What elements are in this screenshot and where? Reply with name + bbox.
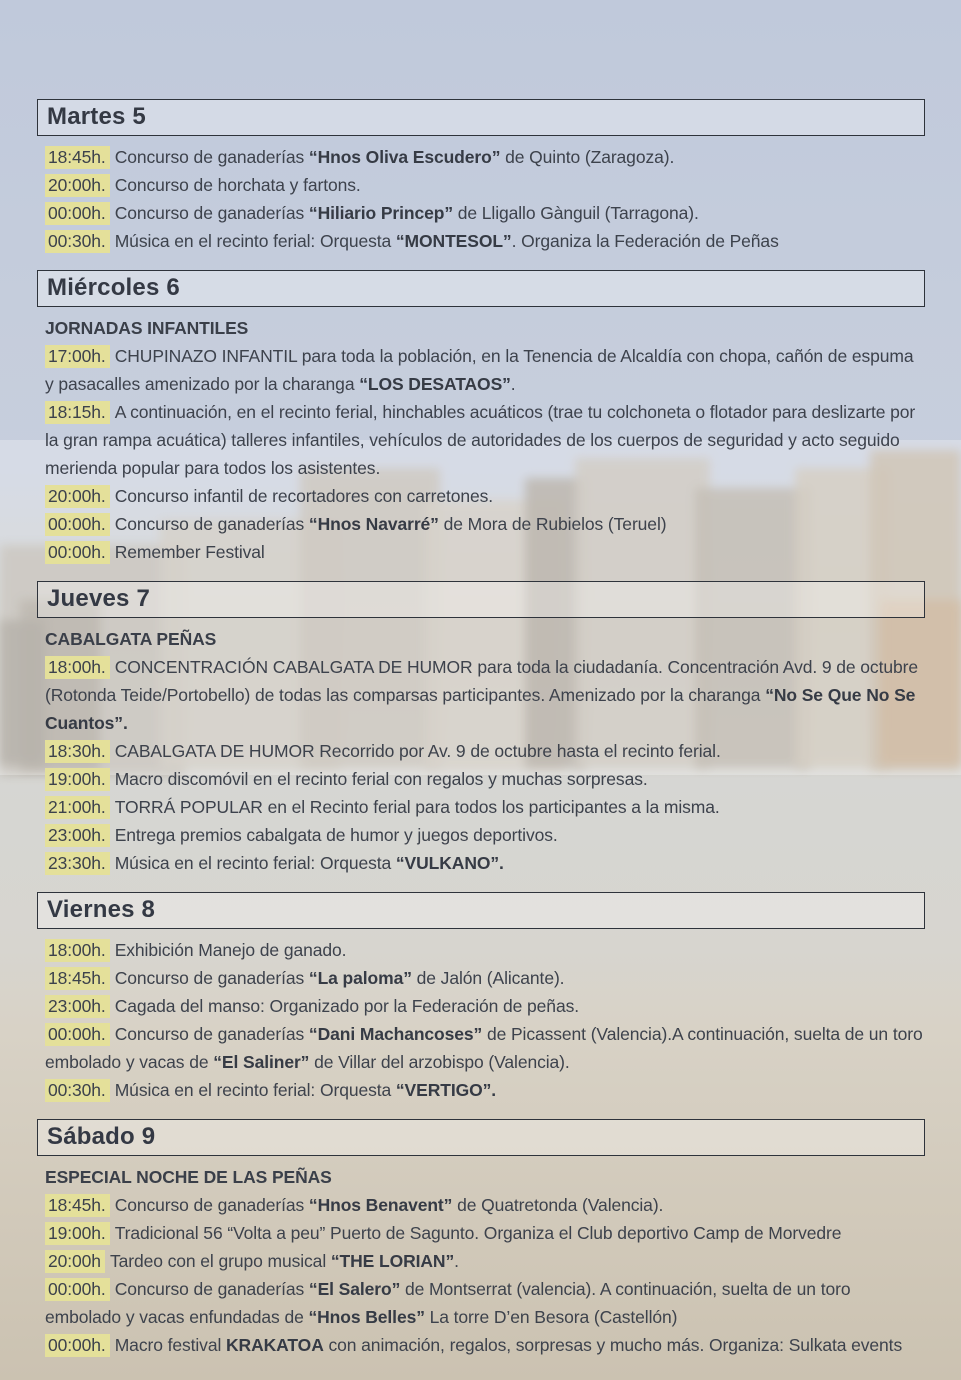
event-row [45, 653, 925, 737]
event-time-highlight: 21:00h. [45, 796, 110, 819]
day-title: Miércoles 6 [47, 274, 180, 301]
event-row [45, 849, 925, 877]
event-time-highlight: 23:00h. [45, 995, 110, 1018]
event-text [115, 1223, 842, 1243]
event-text-run: de Mora de Rubielos (Teruel) [438, 514, 667, 534]
event-row [45, 143, 925, 171]
event-text-bold: “El Saliner” [213, 1052, 310, 1072]
event-text-run: con animación, regalos, sorpresas y mucho más. Organiza: Sulkata events [323, 1335, 903, 1355]
section-subtitle: ESPECIAL NOCHE DE LAS PEÑAS [45, 1167, 332, 1187]
event-text-run: Concurso de ganaderías [114, 203, 309, 223]
event-time-highlight: 00:00h. [45, 513, 110, 536]
event-text [115, 1080, 496, 1100]
event-text [45, 1279, 850, 1327]
day-title: Jueves 7 [47, 585, 151, 612]
event-text-bold: “VERTIGO”. [395, 1080, 497, 1100]
event-time-highlight: 18:00h. [45, 939, 110, 962]
event-text-run: A continuación, en el recinto ferial, hinchables acuáticos (trae tu colchoneta o flotador para deslizarte por la gran rampa acuática) talleres infantiles, vehículos de autoridades de los cuerpos de seguridad y acto seguido merienda popular para todos los asistentes. [45, 402, 916, 478]
event-text [115, 769, 648, 789]
event-text-run: Remember Festival [114, 542, 265, 562]
event-time-highlight: 17:00h. [45, 345, 110, 368]
event-text-bold: KRAKATOA [226, 1335, 324, 1355]
event-row [45, 482, 925, 510]
event-list [45, 1191, 925, 1359]
event-row [45, 227, 925, 255]
event-text-run: La torre D’en Besora (Castellón) [424, 1307, 678, 1327]
event-text-run: Tradicional 56 “Volta a peu” Puerto de Sagunto. Organiza el Club deportivo Camp de Morvedre [114, 1223, 842, 1243]
event-text [45, 657, 918, 733]
event-row [45, 342, 925, 398]
event-text-bold: “Hnos Navarré” [308, 514, 439, 534]
event-text-run: CONCENTRACIÓN CABALGATA DE HUMOR para toda la ciudadanía. Concentración Avd. 9 de octubre (Rotonda Teide/Portobello) de todas las comparsas participantes. Amenizado por la charanga [45, 657, 918, 705]
event-text-run: Entrega premios cabalgata de humor y juegos deportivos. [114, 825, 558, 845]
event-text-bold: “Hiliario Princep” [308, 203, 453, 223]
day-section [45, 892, 925, 1104]
event-text-run: . Organiza la Federación de Peñas [511, 231, 779, 251]
event-text-bold: “La paloma” [308, 968, 412, 988]
event-text-run: Concurso de ganaderías [114, 1279, 309, 1299]
day-header [37, 581, 925, 618]
event-text-run: . [454, 1251, 459, 1271]
event-time-highlight: 20:00h. [45, 174, 110, 197]
event-text-run: Música en el recinto ferial: Orquesta [114, 853, 396, 873]
event-row [45, 936, 925, 964]
event-row [45, 398, 925, 482]
event-time-highlight: 20:00h [45, 1250, 105, 1273]
event-text [115, 1195, 664, 1215]
event-time-highlight: 00:00h. [45, 541, 110, 564]
event-text [115, 486, 493, 506]
event-text [115, 825, 558, 845]
event-text-run: Concurso de ganaderías [114, 968, 309, 988]
event-text [115, 797, 720, 817]
event-row [45, 510, 925, 538]
event-text-run: Macro festival [114, 1335, 227, 1355]
day-section [45, 581, 925, 877]
event-time-highlight: 00:00h. [45, 202, 110, 225]
event-text-run: CHUPINAZO INFANTIL para toda la población, en la Tenencia de Alcaldía con chopa, cañón de espuma y pasacalles amenizado por la charanga [45, 346, 914, 394]
day-title: Sábado 9 [47, 1123, 156, 1150]
event-time-highlight: 00:30h. [45, 230, 110, 253]
event-time-highlight: 19:00h. [45, 1222, 110, 1245]
day-header [37, 1119, 925, 1156]
event-text-bold: “Hnos Oliva Escudero” [308, 147, 501, 167]
event-text-bold: “THE LORIAN” [330, 1251, 455, 1271]
event-text-run: TORRÁ POPULAR en el Recinto ferial para todos los participantes a la misma. [114, 797, 720, 817]
day-section [45, 270, 925, 566]
event-text-bold: “VULKANO”. [395, 853, 504, 873]
event-text-bold: “Hnos Benavent” [308, 1195, 453, 1215]
event-row [45, 199, 925, 227]
event-list [45, 342, 925, 566]
event-list [45, 143, 925, 255]
event-text-run: Macro discomóvil en el recinto ferial con regalos y muchas sorpresas. [114, 769, 648, 789]
event-text-run: . [510, 374, 516, 394]
event-row [45, 1076, 925, 1104]
event-text-run: Cagada del manso: Organizado por la Federación de peñas. [114, 996, 579, 1016]
event-text-bold: “LOS DESATAOS” [359, 374, 511, 394]
event-text [115, 968, 565, 988]
event-row [45, 171, 925, 199]
event-list [45, 936, 925, 1104]
event-text-run: de Jalón (Alicante). [411, 968, 565, 988]
event-row [45, 765, 925, 793]
event-text-run: Concurso de horchata y fartons. [114, 175, 361, 195]
event-text [115, 514, 667, 534]
section-subtitle: JORNADAS INFANTILES [45, 318, 249, 338]
event-text-run: Tardeo con el grupo musical [109, 1251, 331, 1271]
event-text [115, 175, 361, 195]
event-text-run: Concurso de ganaderías [114, 147, 309, 167]
event-time-highlight: 18:00h. [45, 656, 110, 679]
program-content [45, 99, 925, 1374]
event-row [45, 1191, 925, 1219]
event-row [45, 1219, 925, 1247]
event-time-highlight: 18:45h. [45, 146, 110, 169]
event-row [45, 1331, 925, 1359]
day-header [37, 892, 925, 929]
event-text [115, 853, 504, 873]
event-text-run: CABALGATA DE HUMOR Recorrido por Av. 9 de octubre hasta el recinto ferial. [114, 741, 721, 761]
event-text-run: de Montserrat (valencia). A continuación, suelta de un toro embolado y vacas enfundadas de [45, 1279, 851, 1327]
event-text-bold: “No Se Que No Se Cuantos”. [45, 685, 916, 733]
event-text-bold: “El Salero” [308, 1279, 401, 1299]
event-text-bold: “MONTESOL” [395, 231, 512, 251]
event-row [45, 737, 925, 765]
event-time-highlight: 18:30h. [45, 740, 110, 763]
event-text-run: de Picassent (Valencia).A continuación, suelta de un toro embolado y vacas de [45, 1024, 923, 1072]
event-text [115, 1335, 902, 1355]
event-time-highlight: 18:45h. [45, 967, 110, 990]
event-text [45, 402, 915, 478]
day-section [45, 99, 925, 255]
event-row [45, 538, 925, 566]
event-list [45, 653, 925, 877]
event-row [45, 964, 925, 992]
event-text-run: Concurso de ganaderías [114, 1195, 309, 1215]
event-text-run: de Villar del arzobispo (Valencia). [309, 1052, 570, 1072]
event-time-highlight: 00:00h. [45, 1334, 110, 1357]
event-text [115, 996, 579, 1016]
event-text [110, 1251, 459, 1271]
event-text-run: Concurso de ganaderías [114, 1024, 309, 1044]
event-row [45, 1275, 925, 1331]
event-text-run: Música en el recinto ferial: Orquesta [114, 231, 396, 251]
event-text-run: Concurso infantil de recortadores con carretones. [114, 486, 494, 506]
event-text-bold: “Dani Machancoses” [308, 1024, 483, 1044]
event-text [115, 741, 721, 761]
event-time-highlight: 23:00h. [45, 824, 110, 847]
event-time-highlight: 00:00h. [45, 1023, 110, 1046]
event-time-highlight: 20:00h. [45, 485, 110, 508]
event-text-bold: “Hnos Belles” [308, 1307, 425, 1327]
day-header [37, 99, 925, 136]
event-time-highlight: 00:30h. [45, 1079, 110, 1102]
event-row [45, 821, 925, 849]
event-text [115, 940, 347, 960]
event-text-run: Concurso de ganaderías [114, 514, 309, 534]
event-row [45, 1247, 925, 1275]
event-text-run: de Quinto (Zaragoza). [500, 147, 675, 167]
event-text-run: Música en el recinto ferial: Orquesta [114, 1080, 396, 1100]
event-row [45, 992, 925, 1020]
event-text-run: Exhibición Manejo de ganado. [114, 940, 347, 960]
event-text [45, 1024, 923, 1072]
event-time-highlight: 18:15h. [45, 401, 110, 424]
section-subtitle: CABALGATA PEÑAS [45, 629, 217, 649]
event-text [45, 346, 914, 394]
event-row [45, 1020, 925, 1076]
event-row [45, 793, 925, 821]
event-text-run: de Quatretonda (Valencia). [452, 1195, 664, 1215]
day-header [37, 270, 925, 307]
event-text [115, 147, 675, 167]
event-time-highlight: 23:30h. [45, 852, 110, 875]
day-title: Viernes 8 [47, 896, 156, 923]
event-time-highlight: 18:45h. [45, 1194, 110, 1217]
event-text [115, 231, 779, 251]
day-section [45, 1119, 925, 1359]
event-time-highlight: 19:00h. [45, 768, 110, 791]
day-title: Martes 5 [47, 103, 146, 130]
event-text [115, 203, 699, 223]
event-text [115, 542, 265, 562]
event-time-highlight: 00:00h. [45, 1278, 110, 1301]
event-text-run: de Lligallo Gànguil (Tarragona). [453, 203, 699, 223]
